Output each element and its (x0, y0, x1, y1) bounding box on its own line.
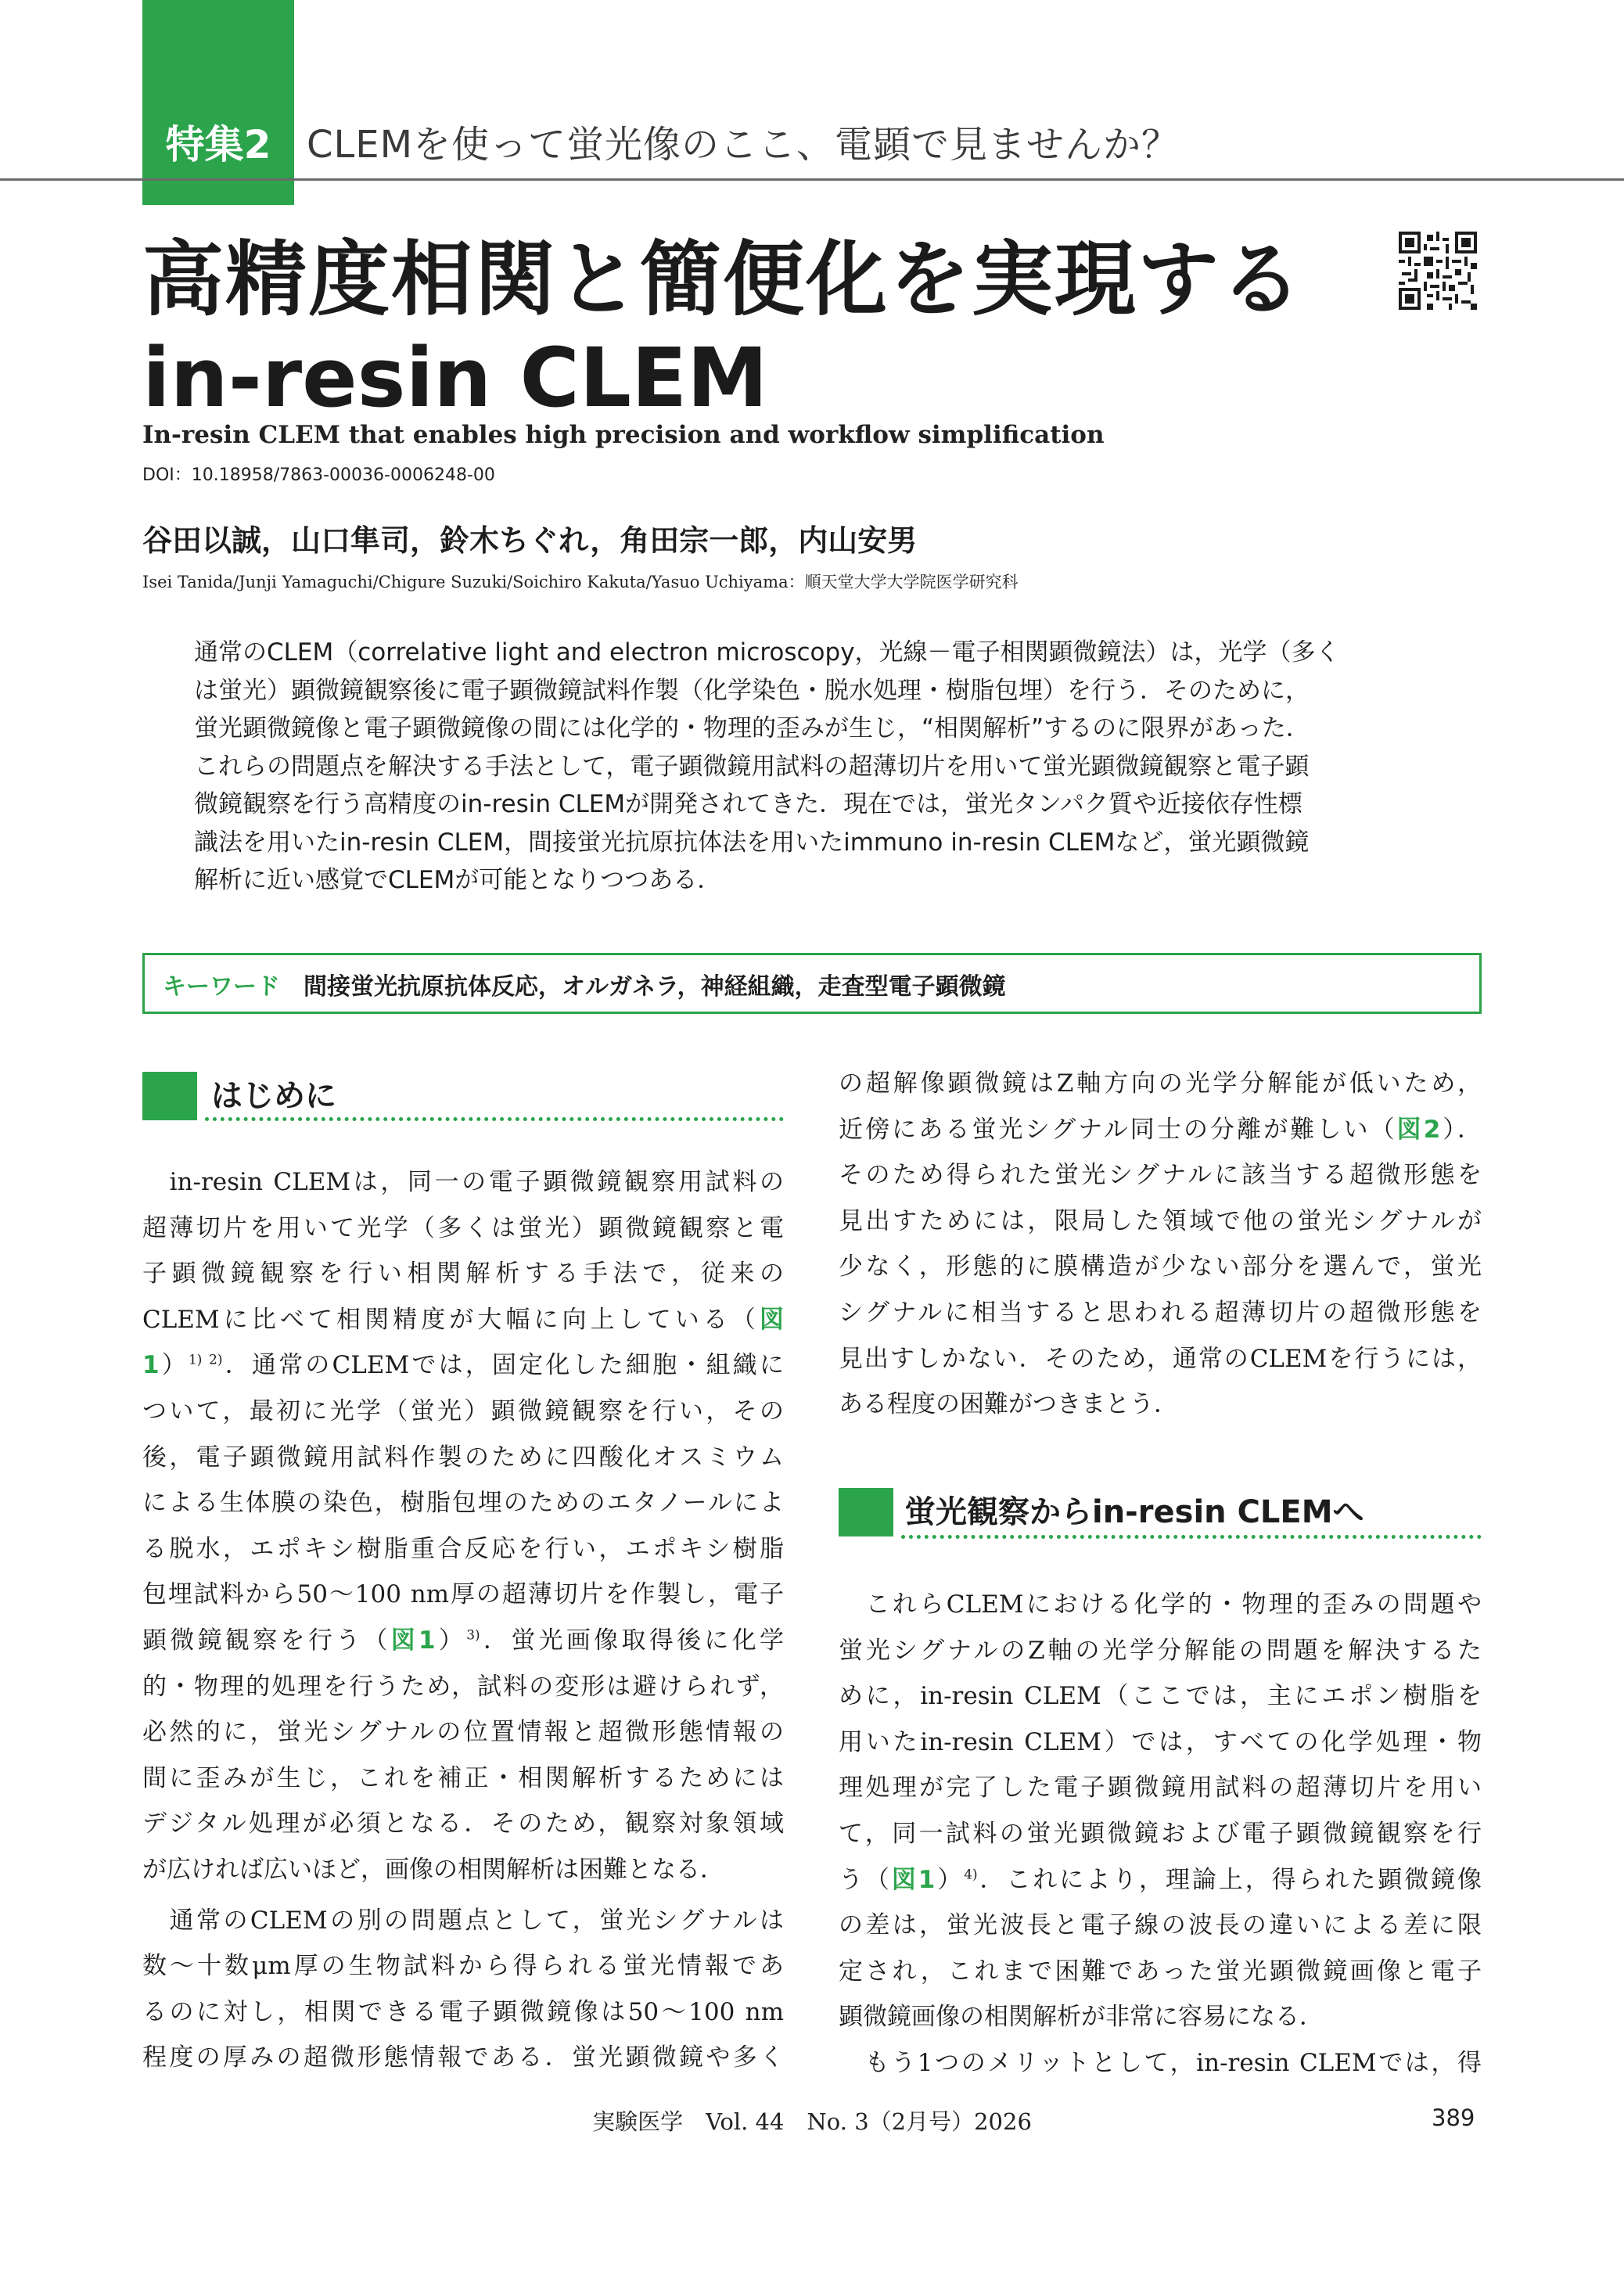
text-line (839, 1290, 1482, 1336)
authors-en-affiliation: Isei Tanida/Junji Yamaguchi/Chigure Suzuki/Soichiro Kakuta/Yasuo Uchiyama：順天堂大学大学院医学研究科 (142, 573, 1019, 591)
text-run: 程度の厚みの超微形態情報である．蛍光顕微鏡や多く (142, 2043, 784, 2072)
text-line (142, 1572, 784, 1618)
text-run: 子顕微鏡観察を行い相関解析する手法で，従来の (142, 1260, 784, 1288)
right-column-bottom (839, 1582, 1482, 2086)
text-line (142, 1989, 784, 2036)
text-run: 通常のCLEMの別の問題点として，蛍光シグナルは (142, 1906, 784, 1935)
keyword-label: キーワード (163, 973, 280, 1001)
text-line (142, 1297, 784, 1343)
text-line (142, 1342, 784, 1389)
section-dotted-rule (205, 1117, 784, 1121)
text-line (142, 1251, 784, 1297)
text-line (839, 1382, 1482, 1428)
text-run: 顕微鏡観察を行う（ (142, 1626, 391, 1655)
text-run: 超薄切片を用いて光学（多くは蛍光）顕微鏡観察と電 (142, 1213, 784, 1242)
text-run: 必然的に，蛍光シグナルの位置情報と超微形態情報の (142, 1718, 784, 1747)
section-dotted-rule (901, 1535, 1482, 1539)
abstract-line: これらの問題点を解決する手法として，電子顕微鏡用試料の超薄切片を用いて蛍光顕微鏡観察と電子顕 (194, 752, 1310, 781)
text-run: 間に歪みが生じ，これを補正・相関解析するためには (142, 1763, 784, 1792)
text-run: ）． (1440, 1115, 1482, 1144)
article-title-line1: 高精度相関と簡便化を実現する (142, 232, 1304, 327)
text-run: in-resin CLEMは，同一の電子顕微鏡観察用試料の (142, 1168, 784, 1196)
text-line (142, 1389, 784, 1435)
right-column-top (839, 1061, 1482, 1428)
text-run: 数～十数μm厚の生物試料から得られる蛍光情報であ (142, 1952, 784, 1981)
text-run: 見出すしかない．そのため，通常のCLEMを行うには， (839, 1344, 1482, 1373)
text-run: デジタル処理が必須となる．そのため，観察対象領域 (142, 1810, 784, 1838)
text-line (839, 1811, 1482, 1857)
keyword-text: 間接蛍光抗原抗体反応，オルガネラ，神経組織，走査型電子顕微鏡 (304, 973, 1006, 1001)
text-run: による生体膜の染色，樹脂包埋のためのエタノールによ (142, 1489, 784, 1518)
text-run: ） (935, 1865, 965, 1894)
text-line (839, 1107, 1482, 1153)
text-run: 顕微鏡画像の相関解析が非常に容易になる． (839, 2003, 1324, 2032)
text-run: 少なく，形態的に膜構造が少ない部分を選んで，蛍光 (839, 1253, 1482, 1281)
text-line (839, 2040, 1482, 2086)
text-line (142, 1756, 784, 1802)
text-line (839, 1152, 1482, 1199)
text-line (142, 1943, 784, 1989)
text-run: る脱水，エポキシ樹脂重合反応を行い，エポキシ樹脂 (142, 1534, 784, 1563)
abstract-line: 通常のCLEM（correlative light and electron microscopy，光線－電子相関顕微鏡法）は，光学（多く (194, 638, 1340, 667)
text-line (839, 1582, 1482, 1628)
text-line (839, 1244, 1482, 1290)
text-run: 包埋試料から50～100 nm厚の超薄切片を作製し，電子 (142, 1580, 784, 1609)
text-line (839, 1994, 1482, 2040)
figure-ref-link[interactable]: 図 (760, 1305, 784, 1334)
text-run: そのため得られた蛍光シグナルに該当する超微形態を (839, 1161, 1482, 1190)
text-run: ある程度の困難がつきまとう． (839, 1390, 1178, 1419)
text-line (142, 1159, 784, 1206)
text-run: めに，in-resin CLEM（ここでは，主にエポン樹脂を (839, 1682, 1482, 1711)
text-run: ついて，最初に光学（蛍光）顕微鏡観察を行い，その (142, 1396, 784, 1425)
text-line (839, 1949, 1482, 1995)
text-run: 定され，これまで困難であった蛍光顕微鏡画像と電子 (839, 1957, 1482, 1986)
text-line (142, 1847, 784, 1893)
text-run: 的・物理的処理を行うため，試料の変形は避けられず， (142, 1672, 784, 1701)
text-line (142, 1206, 784, 1252)
header-rule (0, 178, 1624, 181)
left-column (142, 1159, 784, 2081)
series-label: 特集2 (165, 122, 271, 167)
abstract (194, 634, 1430, 900)
abstract-line: 解析に近い感覚でCLEMが可能となりつつある． (194, 866, 722, 894)
text-run: ．蛍光画像取得後に化学 (480, 1626, 785, 1655)
article-title-line2: in-resin CLEM (142, 330, 768, 426)
section-heading-intro: はじめに (211, 1078, 336, 1114)
citation-ref: 1) 2) (188, 1353, 223, 1369)
citation-ref: 3) (466, 1627, 480, 1644)
text-run: 見出すためには，限局した領域で他の蛍光シグナルが (839, 1206, 1482, 1235)
text-line (142, 1664, 784, 1710)
text-run: て，同一試料の蛍光顕微鏡および電子顕微鏡観察を行 (839, 1819, 1482, 1848)
text-run: 近傍にある蛍光シグナル同士の分離が難しい（ (839, 1115, 1397, 1144)
text-run: もう1つのメリットとして，in-resin CLEMでは，得 (839, 2048, 1482, 2077)
footer-journal: 実験医学 Vol. 44 No. 3（2月号）2026 (592, 2108, 1032, 2135)
text-run: ） (159, 1351, 189, 1380)
series-tab (142, 0, 294, 205)
text-line (142, 2035, 784, 2081)
text-run: ．これにより，理論上，得られた顕微鏡像 (977, 1865, 1482, 1894)
text-line (142, 1801, 784, 1847)
text-line (839, 1720, 1482, 1766)
abstract-line: 蛍光顕微鏡像と電子顕微鏡像の間には化学的・物理的歪みが生じ，“相関解析”するのに限界があった． (194, 714, 1310, 742)
text-run: ．通常のCLEMでは，固定化した細胞・組織に (222, 1351, 784, 1380)
text-line (839, 1903, 1482, 1949)
authors-ja: 谷田以誠，山口隼司，鈴木ちぐれ，角田宗一郎，内山安男 (142, 523, 918, 558)
page-number: 389 (1432, 2104, 1475, 2131)
abstract-line: 微鏡観察を行う高精度のin-resin CLEMが開発されてきた．現在では，蛍光タンパク質や近接依存性標 (194, 790, 1302, 818)
text-run: 蛍光シグナルのZ軸の光学分解能の問題を解決するた (839, 1636, 1482, 1665)
text-line (839, 1199, 1482, 1245)
text-line (142, 1435, 784, 1481)
text-run: 理処理が完了した電子顕微鏡用試料の超薄切片を用い (839, 1774, 1482, 1802)
text-line (142, 1480, 784, 1526)
section-marker (142, 1072, 197, 1120)
text-run: う（ (839, 1865, 892, 1894)
text-run: 後，電子顕微鏡用試料作製のために四酸化オスミウム (142, 1443, 784, 1472)
text-line (839, 1857, 1482, 1903)
text-run: が広ければ広いほど，画像の相関解析は困難となる． (142, 1855, 724, 1884)
figure-ref-link[interactable]: 図1 (891, 1865, 936, 1894)
article-subtitle-en: In-resin CLEM that enables high precision and workflow simplification (142, 421, 1105, 449)
text-line (142, 1709, 784, 1756)
text-line (839, 1765, 1482, 1811)
text-run: の超解像顕微鏡はZ軸方向の光学分解能が低いため， (839, 1069, 1482, 1098)
figure-ref-link[interactable]: 図1 (390, 1626, 436, 1655)
text-run: CLEMに比べて相関精度が大幅に向上している（ (142, 1305, 760, 1334)
abstract-line: 識法を用いたin-resin CLEM，間接蛍光抗原抗体法を用いたimmuno in-resin CLEMなど，蛍光顕微鏡 (194, 828, 1310, 857)
text-line (839, 1628, 1482, 1674)
text-run: これらCLEMにおける化学的・物理的歪みの問題や (839, 1590, 1482, 1619)
text-run: るのに対し，相関できる電子顕微鏡像は50～100 nm (142, 1997, 784, 2026)
section-marker (839, 1488, 893, 1536)
text-run: の差は，蛍光波長と電子線の波長の違いによる差に限 (839, 1911, 1482, 1940)
text-run: 用いたin-resin CLEM）では，すべての化学処理・物 (839, 1727, 1482, 1756)
text-run: シグナルに相当すると思われる超薄切片の超微形態を (839, 1298, 1482, 1327)
figure-ref-link[interactable]: 1 (142, 1351, 160, 1380)
figure-ref-link[interactable]: 図2 (1396, 1115, 1441, 1144)
text-line (839, 1673, 1482, 1720)
series-title: CLEMを使って蛍光像のここ、電顕で見ませんか？ (307, 123, 1180, 167)
citation-ref: 4) (964, 1867, 978, 1883)
abstract-line: は蛍光）顕微鏡観察後に電子顕微鏡試料作製（化学染色・脱水処理・樹脂包埋）を行う．そのために， (194, 676, 1310, 705)
text-line (142, 1526, 784, 1572)
text-line (142, 1898, 784, 1944)
text-line (839, 1336, 1482, 1382)
text-line (839, 1061, 1482, 1107)
text-line (142, 1618, 784, 1664)
doi[interactable]: DOI：10.18958/7863-00036-0006248-00 (142, 465, 495, 485)
qr-code-icon[interactable] (1399, 232, 1477, 310)
text-run: ） (435, 1626, 467, 1655)
section-heading-in-resin: 蛍光観察からin-resin CLEMへ (904, 1494, 1364, 1530)
